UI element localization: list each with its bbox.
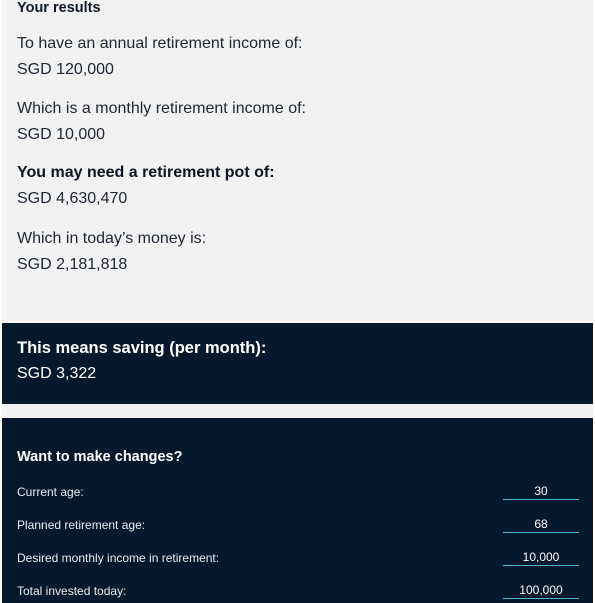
retirement-pot-value: SGD 4,630,470: [17, 190, 128, 207]
todays-money-value: SGD 2,181,818: [17, 256, 128, 273]
changes-title: Want to make changes?: [17, 449, 183, 465]
panel-divider: [2, 404, 593, 418]
results-panel: [2, 0, 593, 322]
current-age-label: Current age:: [17, 485, 84, 499]
monthly-saving-panel: [2, 323, 593, 404]
monthly-income-label: Which is a monthly retirement income of:: [17, 100, 306, 117]
total-invested-label: Total invested today:: [17, 584, 127, 598]
results-heading: Your results: [17, 0, 101, 16]
retirement-age-label: Planned retirement age:: [17, 518, 146, 532]
desired-income-label: Desired monthly income in retirement:: [17, 551, 220, 565]
monthly-saving-label: This means saving (per month):: [17, 339, 267, 357]
monthly-income-value: SGD 10,000: [17, 126, 106, 143]
retirement-age-input[interactable]: [503, 515, 579, 533]
current-age-input[interactable]: [503, 482, 579, 500]
desired-income-input[interactable]: [503, 548, 579, 566]
todays-money-label: Which in today’s money is:: [17, 230, 207, 247]
changes-panel: [2, 418, 593, 603]
monthly-saving-value: SGD 3,322: [17, 365, 97, 382]
total-invested-input[interactable]: [503, 581, 579, 599]
annual-income-value: SGD 120,000: [17, 61, 114, 78]
retirement-pot-label: You may need a retirement pot of:: [17, 164, 275, 181]
annual-income-label: To have an annual retirement income of:: [17, 35, 303, 52]
